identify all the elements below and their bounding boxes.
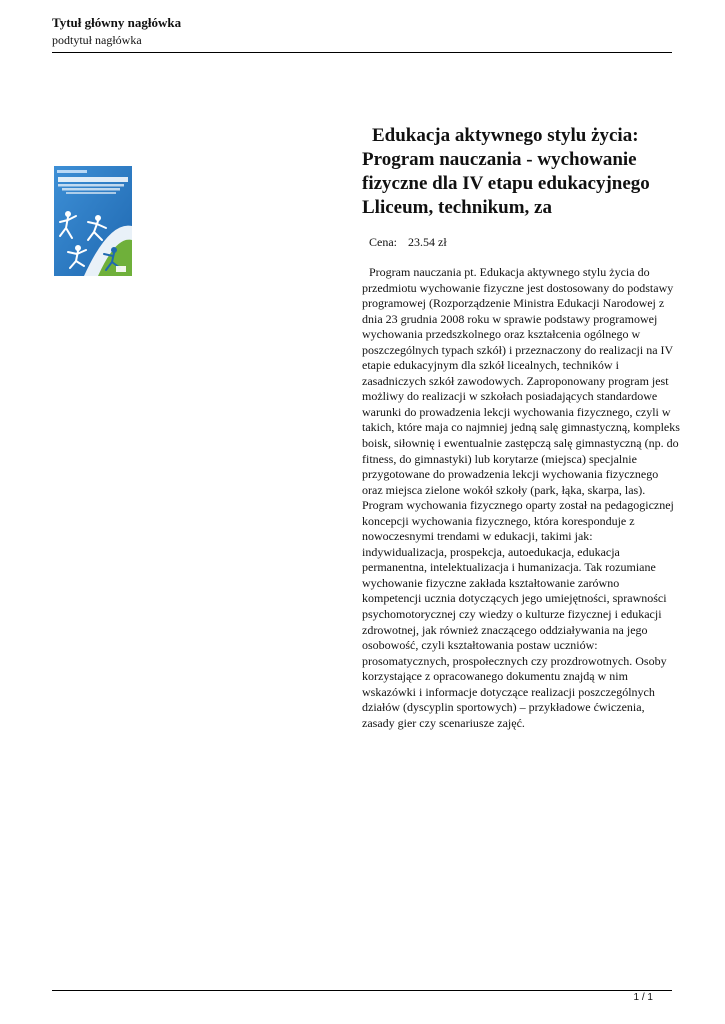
- price-value: 23.54 zł: [408, 235, 447, 249]
- price-label: Cena:: [369, 235, 397, 249]
- price-row: [369, 235, 447, 250]
- book-cover-image: [54, 166, 132, 276]
- header-divider: [52, 52, 672, 53]
- footer-divider: [52, 990, 672, 991]
- header-subtitle: podtytuł nagłówka: [52, 33, 142, 47]
- product-description: Program nauczania pt. Edukacja aktywnego stylu życia do przedmiotu wychowanie fizyczne jest dostosowany do podstawy programowej (Rozporządzenie Ministra Edukacji Narodowej z dnia 23 grudnia 2008 roku w sprawie podstawy programowej wychowania przedszkolnego oraz kształcenia ogólnego w poszczególnych typach szkół) i przeznaczony do realizacji na IV etapie edukacyjnym dla szkół licealnych, techników i zasadniczych szkół zawodowych. Zaproponowany program jest możliwy do realizacji w szkołach posiadających standardowe warunki do prowadzenia lekcji wychowania fizycznego, czyli w takich, które maja co najmniej jedną salę gimnastyczną, kompleks boisk, siłownię i ewentualnie zastępczą salę gimnastyczną (np. do fitness, do gimnastyki) lub korytarze (miejsca) specjalnie przygotowane do prowadzenia lekcji wychowania fizycznego oraz miejsca zielone wokół szkoły (park, łąka, skarpa, las). Program wychowania fizycznego oparty został na pedagogicznej koncepcji wychowania fizycznego, która koresponduje z nowoczesnymi trendami w edukacji, takimi jak: indywidualizacja, prospekcja, autoedukacja, edukacja permanentna, intelektualizacja i humanizacja. Tak rozumiane wychowanie fizyczne zakłada kształtowanie zarówno kompetencji ucznia dotyczących jego umiejętności, sprawności psychomotorycznej czy wiedzy o kulturze fizycznej i edukacji zdrowotnej, jak również znaczącego oddziaływania na jego osobowość, czyli kształtowania postaw uczniów: prosomatycznych, prospołecznych czy prozdrowotnych. Osoby korzystające z opracowanego dokumentu znajdą w nim wskazówki i informacje dotyczące realizacji poszczególnych działów (dyscyplin sportowych) – przykładowe ćwiczenia, zasady gier czy scenariusze zajęć.: [362, 265, 680, 730]
- header-title: Tytuł główny nagłówka: [52, 15, 182, 30]
- product-title: Edukacja aktywnego stylu życia: Program nauczania - wychowanie fizyczne dla IV etapu edukacyjnego Lliceum, technikum, za: [362, 125, 650, 218]
- page-number: 1 / 1: [633, 992, 653, 1003]
